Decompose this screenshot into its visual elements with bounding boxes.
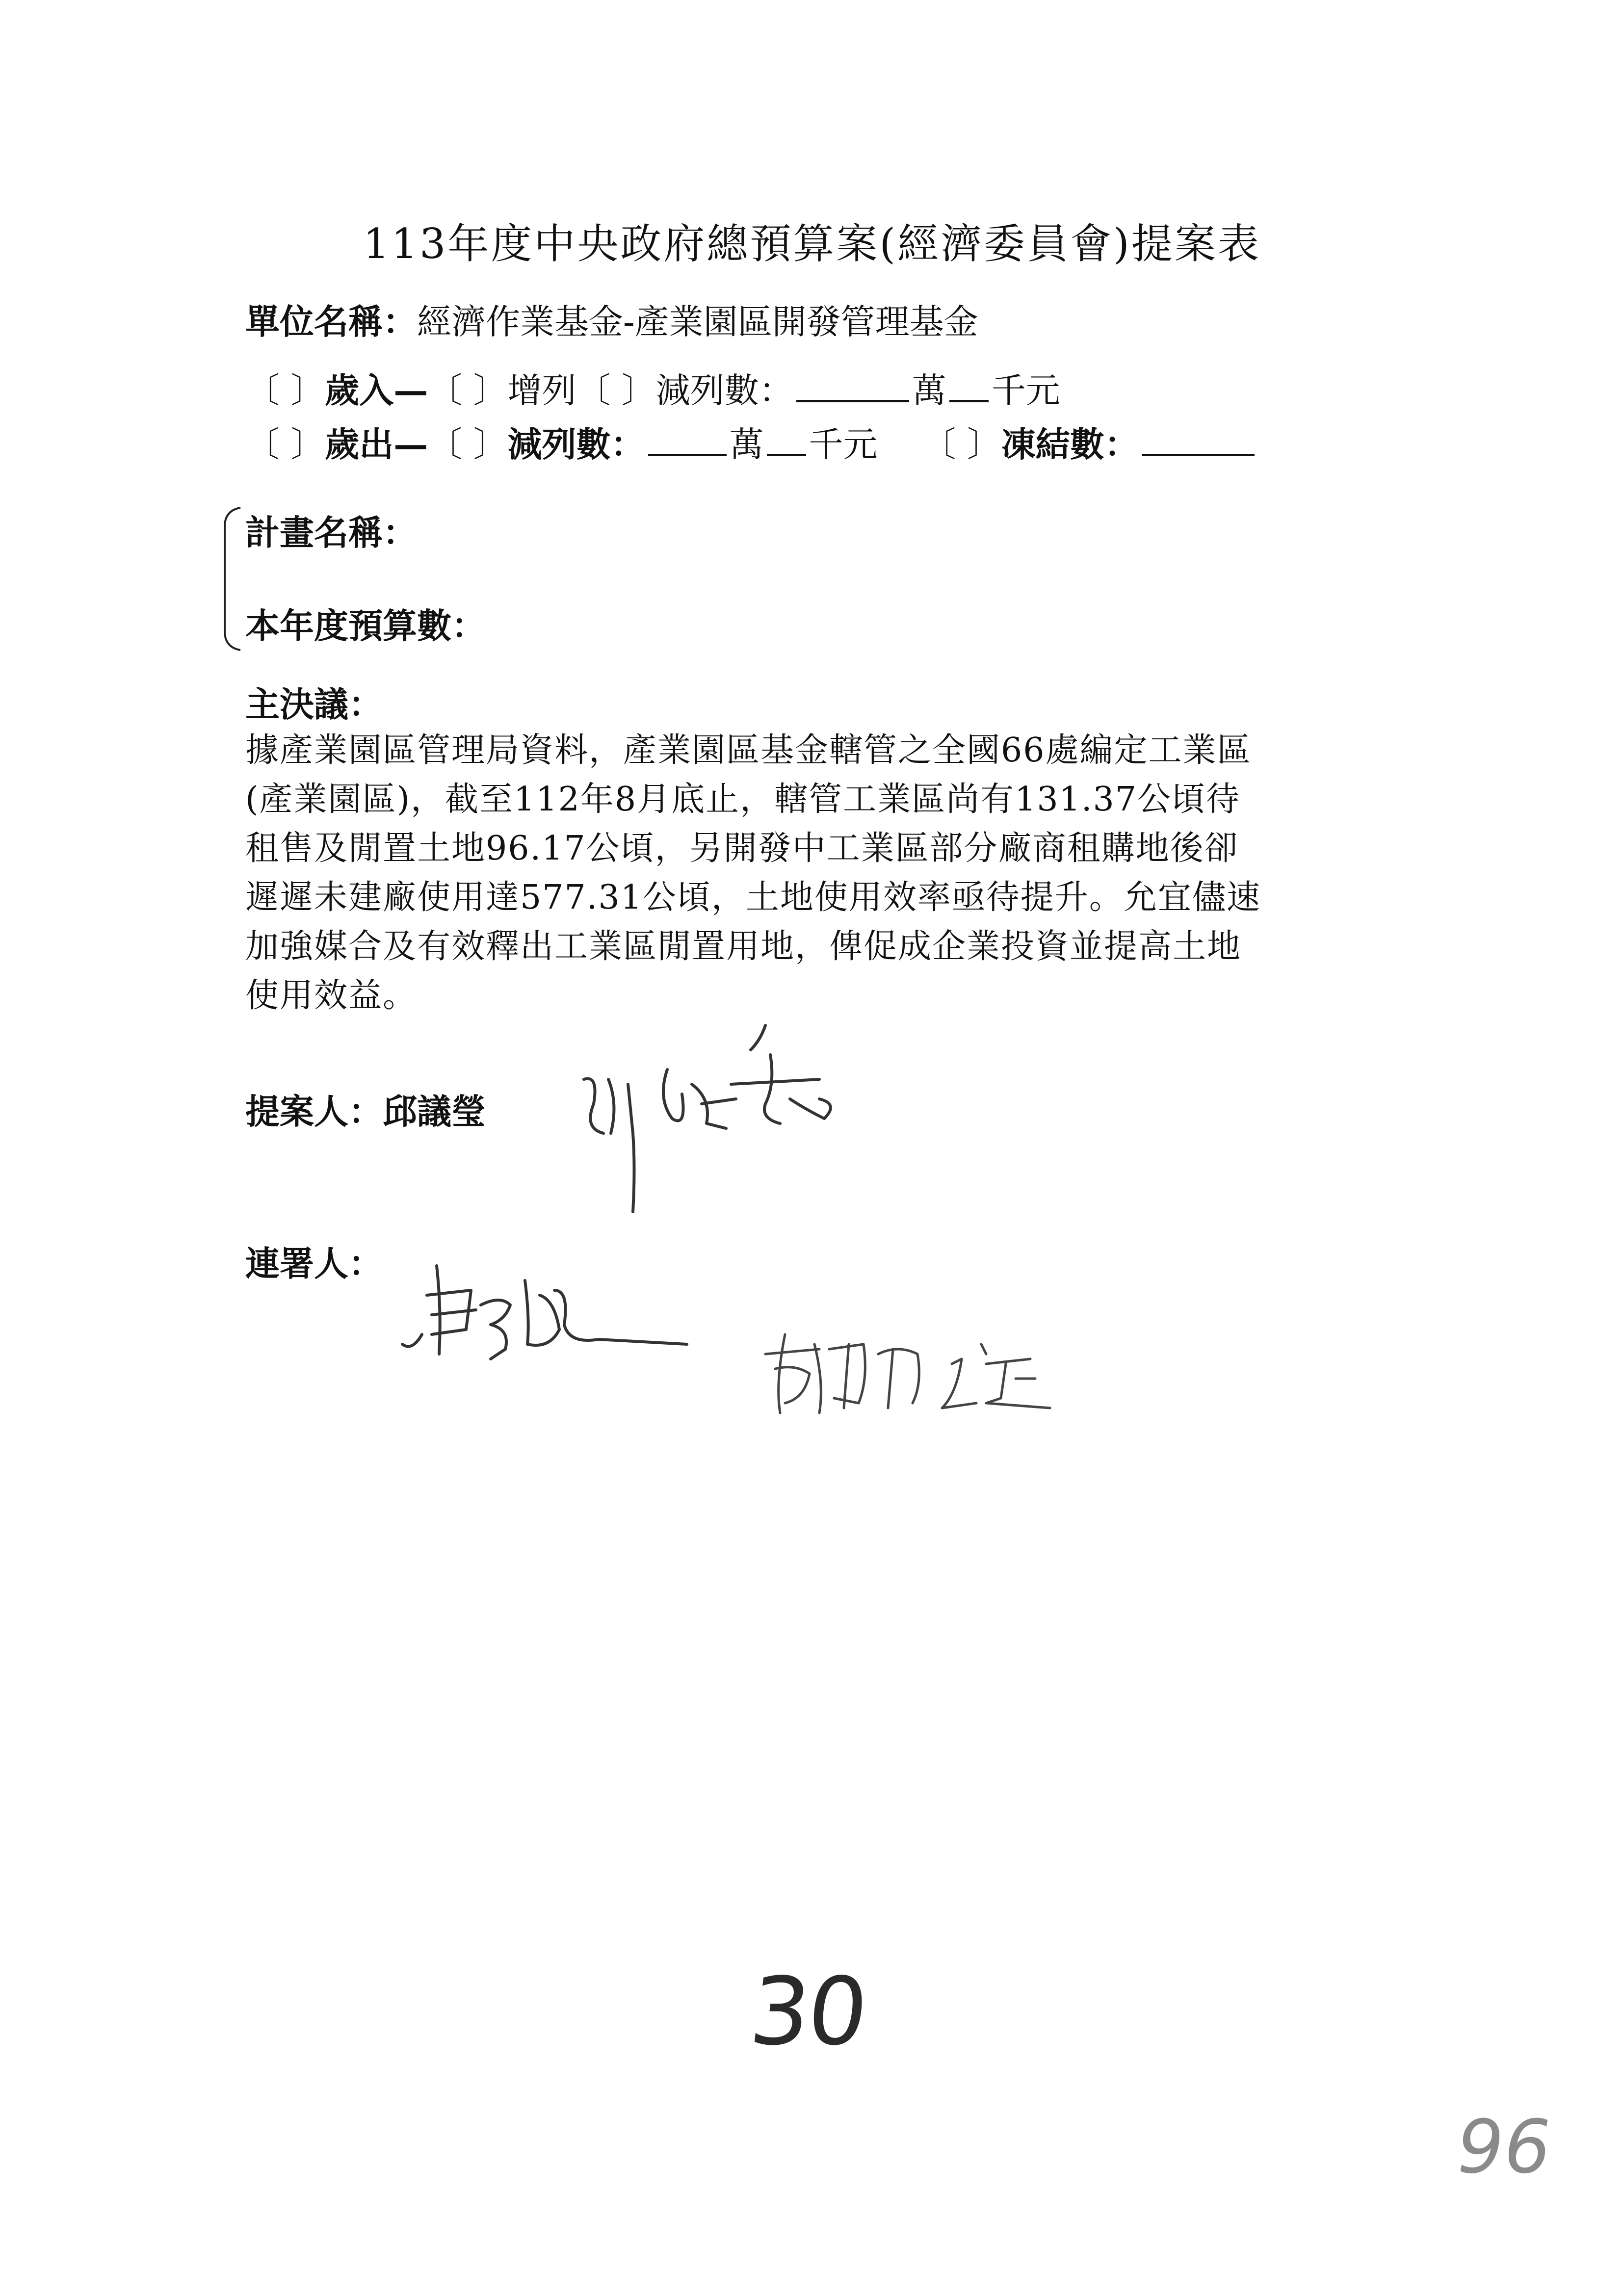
resolution-label: 主決議： <box>245 684 383 725</box>
resolution-line: 據產業園區管理局資料，產業園區基金轄管之全國66處編定工業區 <box>245 731 1252 770</box>
freeze-blank <box>1142 423 1255 456</box>
expense-wan-unit: 萬 <box>729 424 764 465</box>
budget-label: 本年度預算數： <box>245 605 486 646</box>
proposer-row <box>245 1084 486 1134</box>
revenue-checkbox: 〔 〕 <box>245 370 325 411</box>
expense-label: 歲出— <box>325 424 428 465</box>
increase-checkbox: 〔 〕 <box>428 370 508 411</box>
resolution-body <box>245 726 1393 1020</box>
expense-qian-unit: 千元 <box>809 424 878 465</box>
expense-wan-blank <box>648 423 727 456</box>
expense-qian-blank <box>767 423 806 456</box>
expense-checkbox: 〔 〕 <box>245 424 325 465</box>
qian-blank <box>949 369 989 402</box>
resolution-line: 使用效益。 <box>245 976 418 1015</box>
page-number: 30 <box>745 1957 871 2066</box>
plan-name-label: 計畫名稱： <box>245 512 417 553</box>
revenue-row <box>245 363 1060 413</box>
cosigner-signature-2 <box>756 1315 1099 1433</box>
proposer-signature <box>564 1006 859 1231</box>
decrease-label: 減列數： <box>655 370 793 411</box>
wan-unit: 萬 <box>912 370 946 411</box>
resolution-line: 租售及閒置土地96.17公頃，另開發中工業區部分廠商租購地後卻 <box>245 829 1239 868</box>
increase-label: 增列 <box>507 370 576 411</box>
left-brace-icon <box>216 505 245 652</box>
unit-value: 經濟作業基金-產業園區開發管理基金 <box>417 302 978 342</box>
corner-page-number: 96 <box>1457 2105 1551 2190</box>
qian-unit: 千元 <box>991 370 1060 411</box>
expense-row <box>245 417 1257 467</box>
unit-label: 單位名稱： <box>245 301 417 342</box>
proposer-name: 邱議瑩 <box>383 1091 486 1132</box>
revenue-label: 歲入— <box>325 370 428 411</box>
expense-decrease-checkbox: 〔 〕 <box>428 424 508 465</box>
cosigner-signature <box>393 1246 707 1374</box>
decrease-checkbox: 〔 〕 <box>576 370 656 411</box>
resolution-line: (產業園區)，截至112年8月底止，轄管工業區尚有131.37公頃待 <box>245 780 1241 819</box>
expense-decrease-label: 減列數： <box>507 424 645 465</box>
unit-row <box>245 294 978 344</box>
wan-blank <box>796 369 909 402</box>
proposer-label: 提案人： <box>245 1091 383 1132</box>
cosigner-label: 連署人： <box>245 1243 383 1284</box>
resolution-line: 加強媒合及有效釋出工業區閒置用地，俾促成企業投資並提高土地 <box>245 927 1242 966</box>
resolution-line: 遲遲未建廠使用達577.31公頃，土地使用效率亟待提升。允宜儘速 <box>245 878 1261 917</box>
freeze-label: 凍結數： <box>1001 424 1139 465</box>
page-title: 113年度中央政府總預算案(經濟委員會)提案表 <box>363 220 1261 268</box>
freeze-checkbox: 〔 〕 <box>921 424 1001 465</box>
